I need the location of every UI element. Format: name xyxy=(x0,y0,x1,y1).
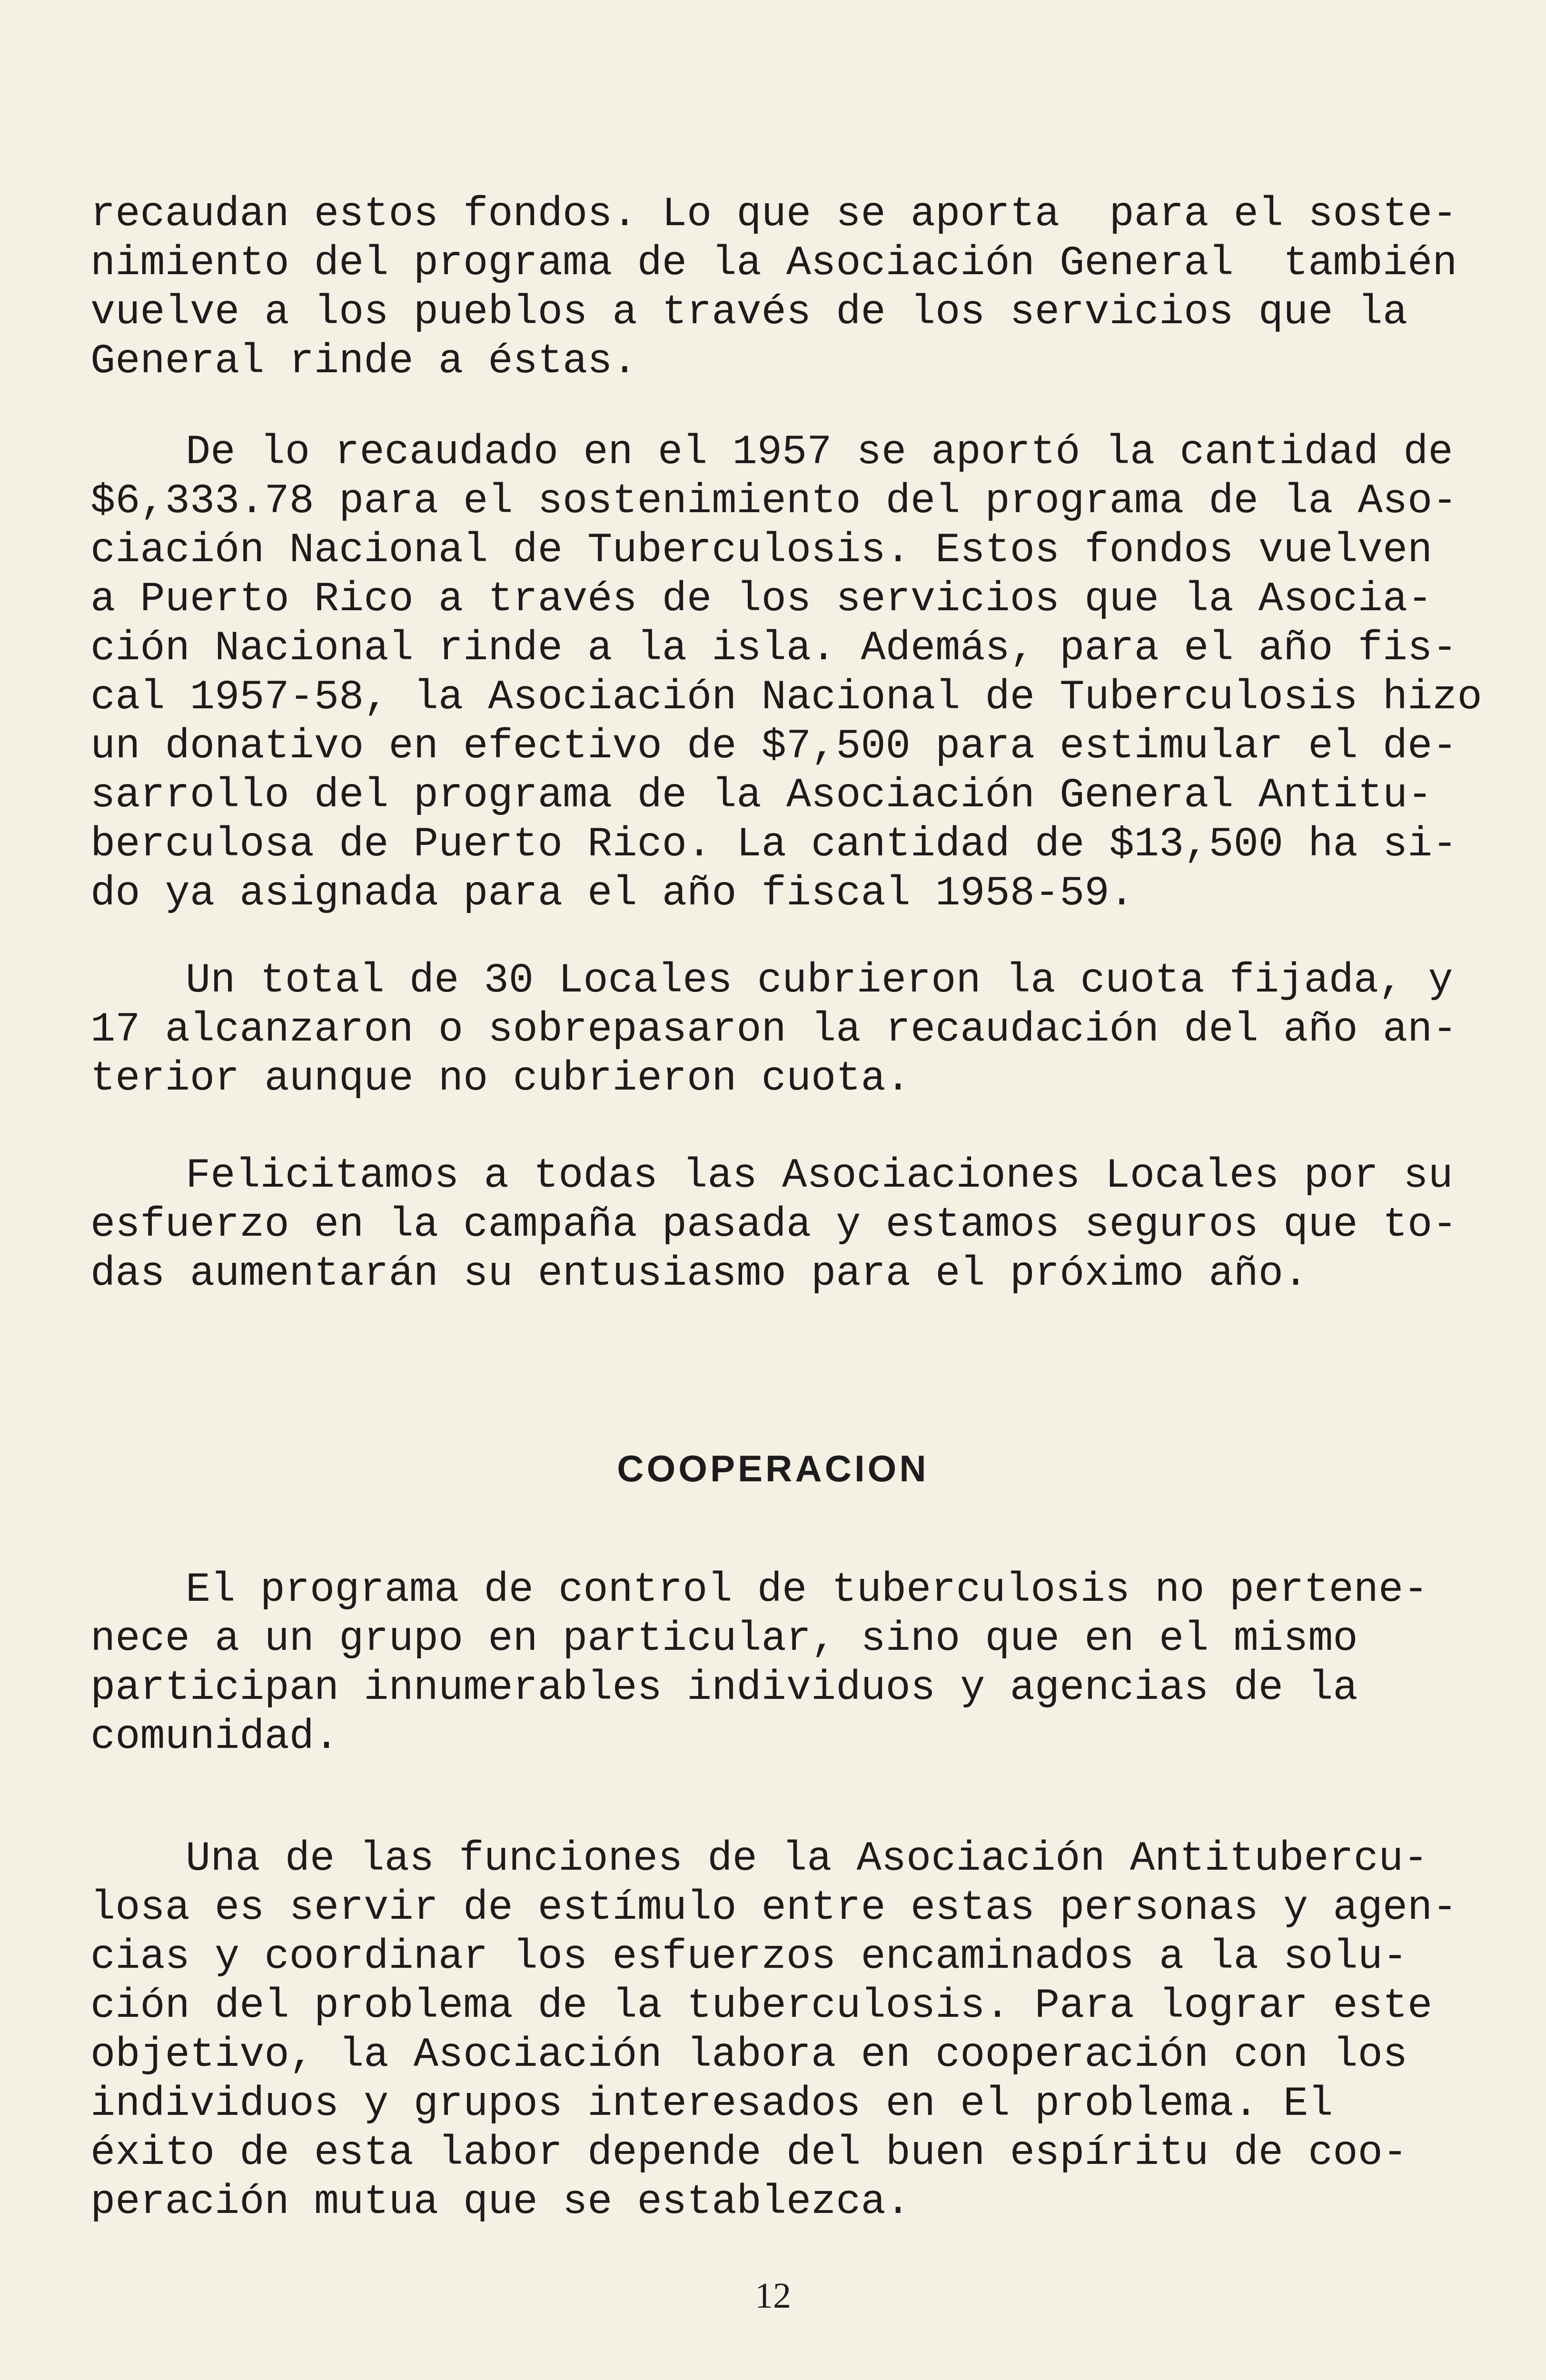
text-line: a Puerto Rico a través de los servicios que la Asocia- xyxy=(90,576,1433,623)
text-line: Felicitamos a todas las Asociaciones Locales por su xyxy=(186,1153,1453,1200)
text-line: sarrollo del programa de la Asociación General Antitu- xyxy=(90,773,1433,819)
text-line: berculosa de Puerto Rico. La cantidad de $13,500 ha si- xyxy=(90,822,1457,868)
text-line: terior aunque no cubrieron cuota. xyxy=(90,1056,911,1102)
text-line: un donativo en efectivo de $7,500 para estimular el de- xyxy=(90,724,1457,770)
text-line: participan innumerables individuos y agencias de la xyxy=(90,1665,1358,1712)
text-line: Un total de 30 Locales cubrieron la cuota fijada, y xyxy=(186,958,1453,1004)
text-line: nimiento del programa de la Asociación General también xyxy=(90,240,1457,287)
text-line: recaudan estos fondos. Lo que se aporta para el soste- xyxy=(90,191,1457,238)
text-line: cias y coordinar los esfuerzos encaminados a la solu- xyxy=(90,1934,1408,1981)
text-line: esfuerzo en la campaña pasada y estamos seguros que to- xyxy=(90,1202,1457,1249)
paragraph-control-program xyxy=(90,1566,1428,1762)
text-line: éxito de esta labor depende del buen espíritu de coo- xyxy=(90,2130,1408,2177)
text-line: vuelve a los pueblos a través de los servicios que la xyxy=(90,289,1408,336)
text-line: 17 alcanzaron o sobrepasaron la recaudación del año an- xyxy=(90,1007,1457,1053)
paragraph-congratulations xyxy=(90,1152,1457,1299)
text-line: peración mutua que se establezca. xyxy=(90,2179,911,2226)
text-line: De lo recaudado en el 1957 se aportó la cantidad de xyxy=(186,429,1453,476)
text-line: nece a un grupo en particular, sino que en el mismo xyxy=(90,1616,1358,1663)
text-line: Una de las funciones de la Asociación Antitubercu- xyxy=(186,1836,1428,1883)
text-line: individuos y grupos interesados en el problema. El xyxy=(90,2081,1333,2128)
section-heading: COOPERACION xyxy=(617,1448,929,1489)
text-line: El programa de control de tuberculosis no pertene- xyxy=(186,1567,1428,1614)
text-line: ción Nacional rinde a la isla. Además, para el año fis- xyxy=(90,625,1457,672)
text-line: $6,333.78 para el sostenimiento del programa de la Aso- xyxy=(90,478,1457,525)
text-line: General rinde a éstas. xyxy=(90,338,637,385)
text-line: do ya asignada para el año fiscal 1958-59. xyxy=(90,871,1134,917)
text-line: ciación Nacional de Tuberculosis. Estos fondos vuelven xyxy=(90,527,1433,574)
text-line: comunidad. xyxy=(90,1714,339,1761)
page-number: 12 xyxy=(755,2276,791,2316)
paragraph-association-functions xyxy=(90,1835,1457,2227)
paragraph-funds-raised xyxy=(90,428,1482,919)
paragraph-continued xyxy=(90,190,1457,387)
text-line: objetivo, la Asociación labora en cooperación con los xyxy=(90,2032,1408,2079)
paragraph-locals-quota xyxy=(90,957,1457,1104)
text-line: losa es servir de estímulo entre estas personas y agen- xyxy=(90,1885,1457,1932)
text-line: das aumentarán su entusiasmo para el próximo año. xyxy=(90,1251,1308,1298)
text-line: cal 1957-58, la Asociación Nacional de Tuberculosis hizo xyxy=(90,674,1482,721)
text-line: ción del problema de la tuberculosis. Para lograr este xyxy=(90,1983,1433,2030)
